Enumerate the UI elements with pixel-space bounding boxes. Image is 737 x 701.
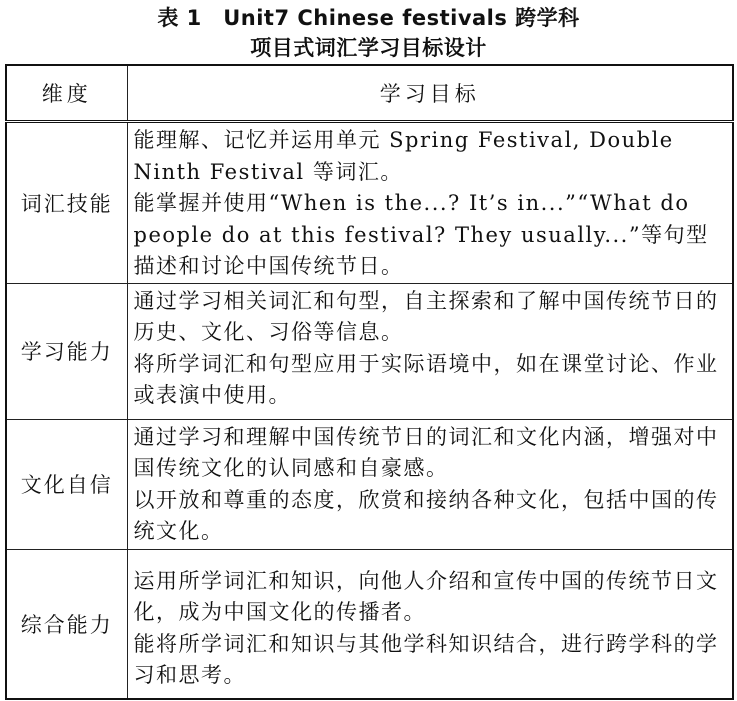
row-dimension-learning-ability: 学习能力 — [6, 283, 127, 419]
goal-text: 能理解、记忆并运用单元 Spring Festival, Double Ninth Festival 等词汇。 — [133, 128, 674, 184]
goal-text: 将所学词汇和句型应用于实际语境中，如在课堂讨论、作业或表演中使用。 — [133, 351, 719, 407]
table-title-line-1: 表 1 Unit7 Chinese festivals 跨学科 — [157, 6, 580, 30]
goal-text: 能掌握并使用“When is the...? It’s in...”“What do people do at this festival? They usually...”等句型描述和讨论中国传统节日。 — [133, 191, 709, 278]
goal-text: 以开放和尊重的态度，欣赏和接纳各种文化，包括中国的传统文化。 — [133, 487, 719, 543]
table-row — [6, 419, 733, 549]
goal-text: 运用所学词汇和知识，向他人介绍和宣传中国的传统节日文化，成为中国文化的传播者。 — [133, 568, 719, 624]
table-title-line-2: 项目式词汇学习目标设计 — [250, 36, 487, 60]
row-dimension-comprehensive-ability: 综合能力 — [6, 549, 127, 699]
row-goals-vocabulary-skills — [127, 122, 733, 284]
row-goals-comprehensive-ability — [127, 549, 733, 699]
header-learning-goals: 学习目标 — [127, 65, 733, 122]
row-dimension-cultural-confidence: 文化自信 — [6, 419, 127, 549]
row-goals-cultural-confidence — [127, 419, 733, 549]
row-goals-learning-ability — [127, 283, 733, 419]
row-dimension-vocabulary-skills: 词汇技能 — [6, 122, 127, 284]
learning-goals-table — [5, 64, 734, 700]
goal-text: 通过学习和理解中国传统节日的词汇和文化内涵，增强对中国传统文化的认同感和自豪感。 — [133, 424, 719, 480]
table-header-row — [6, 65, 733, 122]
header-dimension: 维度 — [6, 65, 127, 122]
goal-text: 能将所学词汇和知识与其他学科知识结合，进行跨学科的学习和思考。 — [133, 631, 719, 687]
goal-text: 通过学习相关词汇和句型，自主探索和了解中国传统节日的历史、文化、习俗等信息。 — [133, 288, 719, 344]
table-row — [6, 549, 733, 699]
table-row — [6, 283, 733, 419]
table-row — [6, 122, 733, 284]
